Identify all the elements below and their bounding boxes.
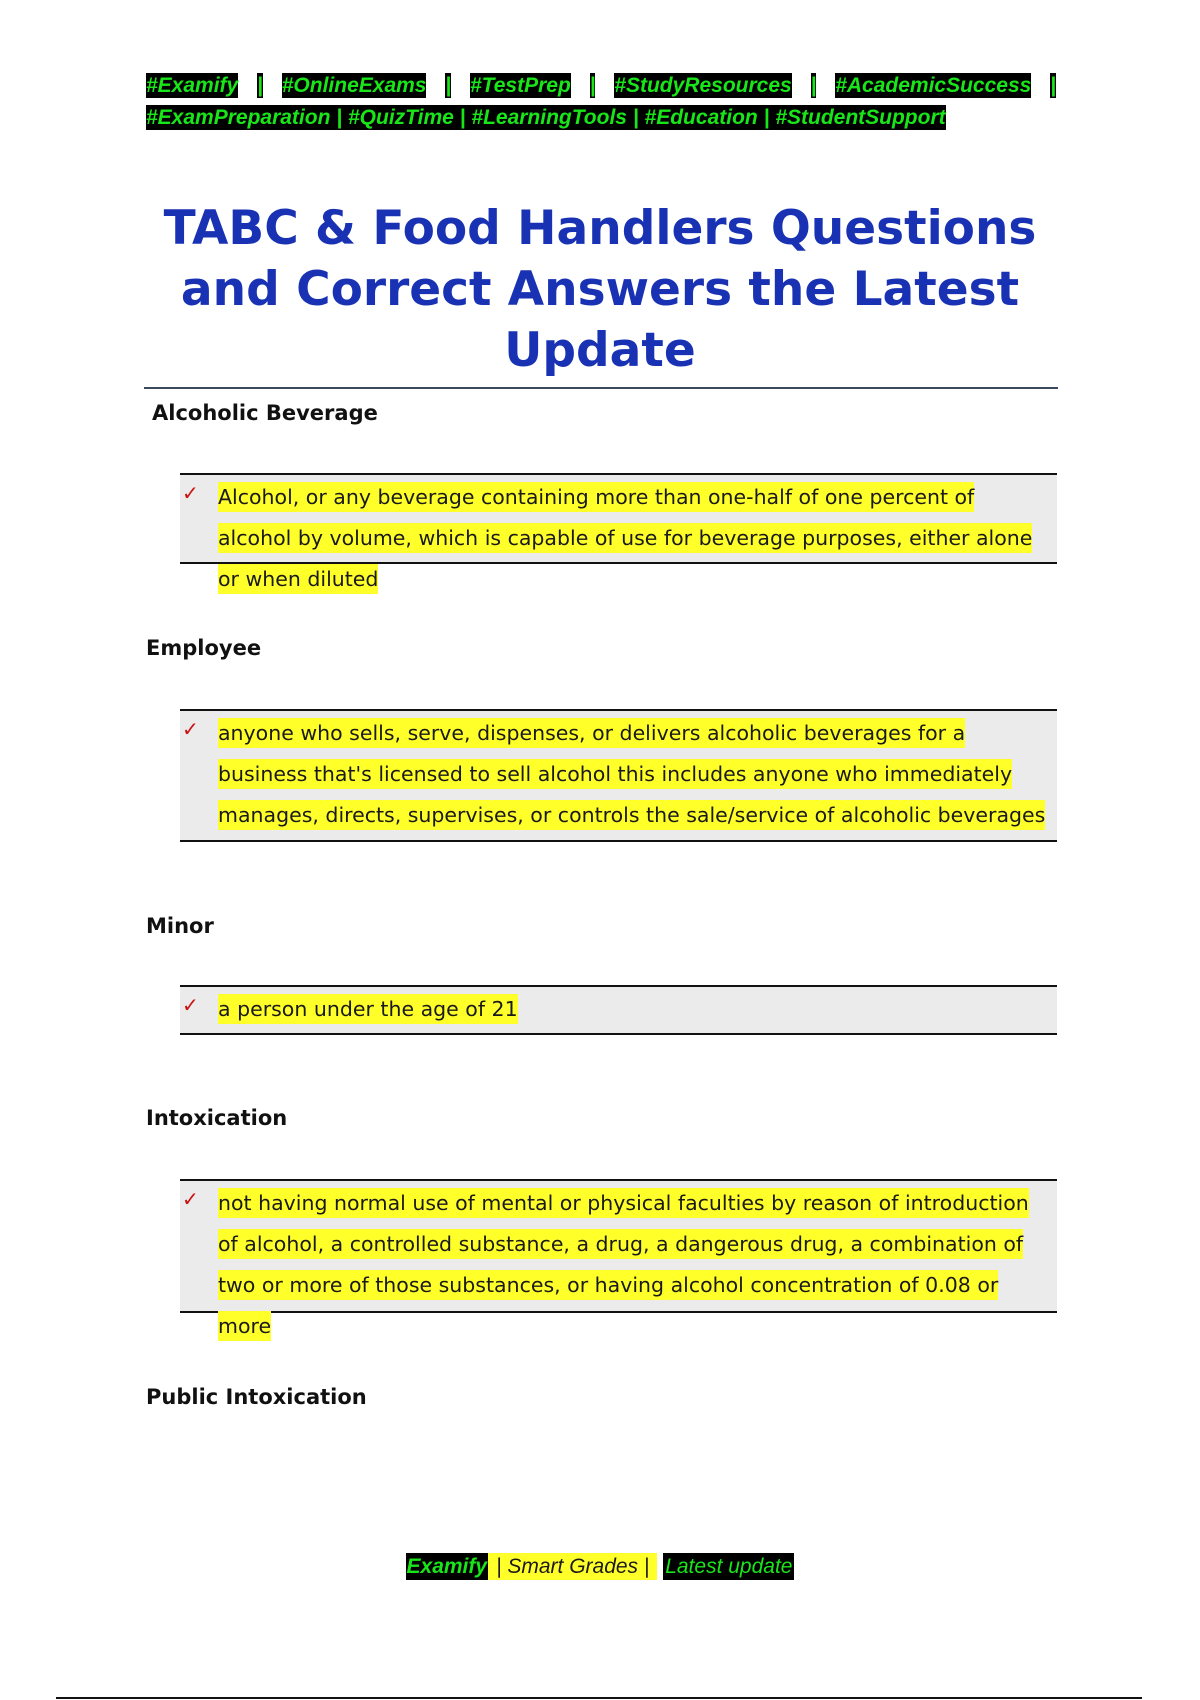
- hashtag: #TestPrep: [470, 74, 571, 97]
- hashtag: #ExamPreparation: [146, 106, 331, 129]
- bottom-divider: [56, 1697, 1142, 1699]
- term-heading: Public Intoxication: [146, 1385, 367, 1409]
- hashtag-separator: |: [445, 74, 452, 97]
- term-heading: Minor: [146, 914, 214, 938]
- answer-text: a person under the age of 21: [218, 989, 1049, 1030]
- check-icon: ✓: [182, 481, 199, 505]
- hashtag-separator: |: [336, 106, 343, 129]
- hashtag: #StudyResources: [614, 74, 792, 97]
- check-icon: ✓: [182, 1187, 199, 1211]
- term-heading: Intoxication: [146, 1106, 288, 1130]
- hashtag: #AcademicSuccess: [835, 74, 1032, 97]
- title-line: TABC & Food Handlers Questions: [163, 201, 1037, 256]
- answer-box: [180, 1179, 1057, 1338]
- term-heading: Alcoholic Beverage: [152, 401, 378, 425]
- check-icon: ✓: [182, 717, 199, 741]
- hashtag: #QuizTime: [348, 106, 454, 129]
- hashtag: #StudentSupport: [775, 106, 946, 129]
- hashtag-banner: [146, 70, 1056, 134]
- answer-box: [180, 709, 1057, 842]
- title-divider: [144, 387, 1058, 389]
- hashtag: #Examify: [146, 74, 239, 97]
- answer-text: Alcohol, or any beverage containing more than one-half of one percent of alcohol by volume, which is capable of use for beverage purposes, either alone or when diluted: [218, 477, 1049, 600]
- hashtag-separator: |: [810, 74, 817, 97]
- hashtag: #LearningTools: [471, 106, 627, 129]
- answer-text: not having normal use of mental or physical faculties by reason of introduction of alcohol, a controlled substance, a drug, a dangerous drug, a combination of two or more of those substances, or having alcohol concentration of 0.08 or more: [218, 1183, 1049, 1347]
- hashtag-separator: |: [589, 74, 596, 97]
- title-line: Update: [504, 323, 696, 378]
- hashtag-separator: |: [632, 106, 639, 129]
- footer-latest-update: Latest update: [665, 1555, 793, 1578]
- footer-tagline: | Smart Grades |: [488, 1553, 657, 1580]
- page-footer: [0, 1552, 1200, 1582]
- check-icon: ✓: [182, 993, 199, 1017]
- hashtag-separator: |: [459, 106, 466, 129]
- hashtag-separator: |: [763, 106, 770, 129]
- hashtag: #Education: [644, 106, 758, 129]
- term-heading: Employee: [146, 636, 262, 660]
- hashtag-row-2: [146, 102, 1056, 134]
- title-line: and Correct Answers the Latest: [180, 262, 1020, 317]
- answer-box: [180, 985, 1057, 1035]
- hashtag-separator: |: [1050, 74, 1057, 97]
- hashtag: #OnlineExams: [281, 74, 427, 97]
- answer-text: anyone who sells, serve, dispenses, or delivers alcoholic beverages for a business that's licensed to sell alcohol this includes anyone who immediately manages, directs, supervises, or controls the sale/service of alcoholic beverages: [218, 713, 1049, 836]
- footer-brand: Examify: [406, 1555, 488, 1578]
- document-title: [140, 198, 1060, 381]
- hashtag-separator: |: [257, 74, 263, 97]
- hashtag-row-1: [146, 70, 1056, 102]
- answer-box: [180, 473, 1057, 591]
